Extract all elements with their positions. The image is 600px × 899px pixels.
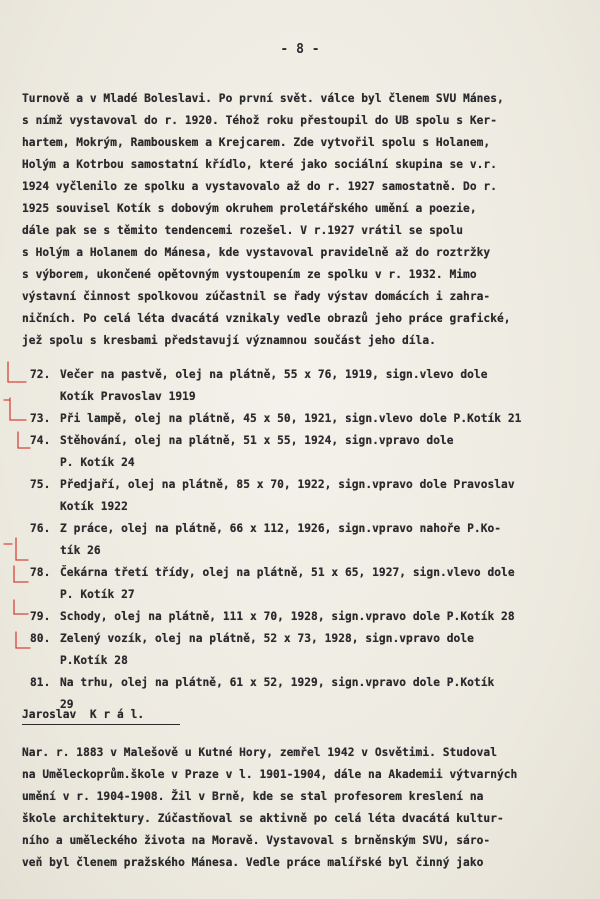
- catalogue-entry-73: [30, 412, 521, 425]
- intro-line: Turnově a v Mladé Boleslavi. Po první svět. válce byl členem SVU Mánes,: [22, 92, 504, 105]
- check-mark-icon: [14, 566, 28, 582]
- catalogue-entry-74: [30, 434, 454, 447]
- intro-line: Holým a Kotrbou samostatní křídlo, které jako sociální skupina se v.r.: [22, 158, 497, 171]
- entry-number: 78.: [30, 566, 51, 579]
- page-number: - 8 -: [280, 42, 320, 57]
- intro-line: 1925 souvisel Kotík s dobovým okruhem proletářského umění a poezie,: [22, 202, 477, 215]
- entry-number: 81.: [30, 676, 51, 689]
- entry-number: 80.: [30, 632, 51, 645]
- entry-continuation: P. Kotík 24: [60, 456, 135, 469]
- intro-line: s nímž vystavoval do r. 1920. Téhož roku přestoupil do UB spolu s Ker-: [22, 114, 497, 127]
- entry-continuation: 29: [60, 698, 74, 711]
- entry-text: Předjaří, olej na plátně, 85 x 70, 1922, sign.vpravo dole Pravoslav: [60, 478, 515, 491]
- catalogue-entry-80: [30, 632, 474, 645]
- catalogue-entry-76: [30, 522, 501, 535]
- entry-number: 72.: [30, 368, 51, 381]
- check-mark-icon: [4, 398, 26, 420]
- entry-text: Večer na pastvě, olej na plátně, 55 x 76, 1919, sign.vlevo dole: [60, 368, 488, 381]
- catalogue-entry-81: [30, 676, 494, 689]
- catalogue-entry-79: [30, 610, 515, 623]
- entry-continuation: Kotík 1922: [60, 500, 128, 513]
- check-mark-icon: [8, 362, 26, 382]
- intro-line: výstavní činnost spolkovou zúčastnil se řady výstav domácích i zahra-: [22, 290, 491, 303]
- section-line: škole architektury. Zúčastňoval se aktivně po celá léta dvacátá kultur-: [22, 812, 504, 825]
- intro-line: jež spolu s kresbami představují významnou součást jeho díla.: [22, 334, 436, 347]
- section-line: na Uměleckoprům.škole v Praze v l. 1901-1904, dále na Akademii výtvarných: [22, 768, 518, 781]
- check-mark-icon: [18, 432, 30, 448]
- check-mark-icon: [16, 632, 30, 648]
- section-line: veň byl členem pražského Mánesa. Vedle práce malířské byl činný jako: [22, 856, 484, 869]
- entry-text: Stěhování, olej na plátně, 51 x 55, 1924, sign.vpravo dole: [60, 434, 454, 447]
- section-line: ního a uměleckého života na Moravě. Vystavoval s brněnským SVU, sáro-: [22, 834, 491, 847]
- heading-underline: [22, 724, 180, 725]
- entry-number: 73.: [30, 412, 51, 425]
- check-mark-icon: [14, 600, 28, 614]
- intro-line: s Holým a Holanem do Mánesa, kde vystavoval pravidelně až do roztržky: [22, 246, 491, 259]
- catalogue-entry-72: [30, 368, 487, 381]
- entry-number: 75.: [30, 478, 51, 491]
- intro-line: hartem, Mokrým, Rambouskem a Krejcarem. Zde vytvořil spolu s Holanem,: [22, 136, 491, 149]
- entry-text: Na trhu, olej na plátně, 61 x 52, 1929, sign.vpravo dole P.Kotík: [60, 676, 495, 689]
- section-line: umění v r. 1904-1908. Žil v Brně, kde se stal profesorem kreslení na: [22, 790, 484, 803]
- catalogue-entry-78: [30, 566, 515, 579]
- section-line: Nar. r. 1883 v Malešově u Kutné Hory, zemřel 1942 v Osvětimi. Studoval: [22, 746, 497, 759]
- catalogue-entry-75: [30, 478, 515, 491]
- intro-line: 1924 vyčlenilo ze spolku a vystavovalo až do r. 1927 samostatně. Do r.: [22, 180, 497, 193]
- entry-text: Zelený vozík, olej na plátně, 52 x 73, 1928, sign.vpravo dole: [60, 632, 474, 645]
- intro-line: dále pak se s těmito tendencemi rozešel. V r.1927 vrátil se spolu: [22, 224, 464, 237]
- entry-number: 79.: [30, 610, 51, 623]
- entry-text: Schody, olej na plátně, 111 x 70, 1928, sign.vpravo dole P.Kotík 28: [60, 610, 515, 623]
- entry-text: Při lampě, olej na plátně, 45 x 50, 1921, sign.vlevo dole P.Kotík 21: [60, 412, 522, 425]
- entry-text: Z práce, olej na plátně, 66 x 112, 1926, sign.vpravo nahoře P.Ko-: [60, 522, 502, 535]
- intro-line: ničních. Po celá léta dvacátá vznikaly vedle obrazů jeho práce grafické,: [22, 312, 511, 325]
- entry-continuation: Kotík Pravoslav 1919: [60, 390, 196, 403]
- entry-continuation: tík 26: [60, 544, 101, 557]
- entry-text: Čekárna třetí třídy, olej na plátně, 51 x 65, 1927, sign.vlevo dole: [60, 566, 515, 579]
- check-mark-icon: [4, 538, 28, 560]
- section-heading: Jaroslav K r á l.: [22, 708, 145, 721]
- entry-continuation: P.Kotík 28: [60, 654, 128, 667]
- entry-continuation: P. Kotík 27: [60, 588, 135, 601]
- entry-number: 74.: [30, 434, 51, 447]
- intro-line: s výborem, ukončené opětovným vystoupením ze spolku v r. 1932. Mimo: [22, 268, 477, 281]
- entry-number: 76.: [30, 522, 51, 535]
